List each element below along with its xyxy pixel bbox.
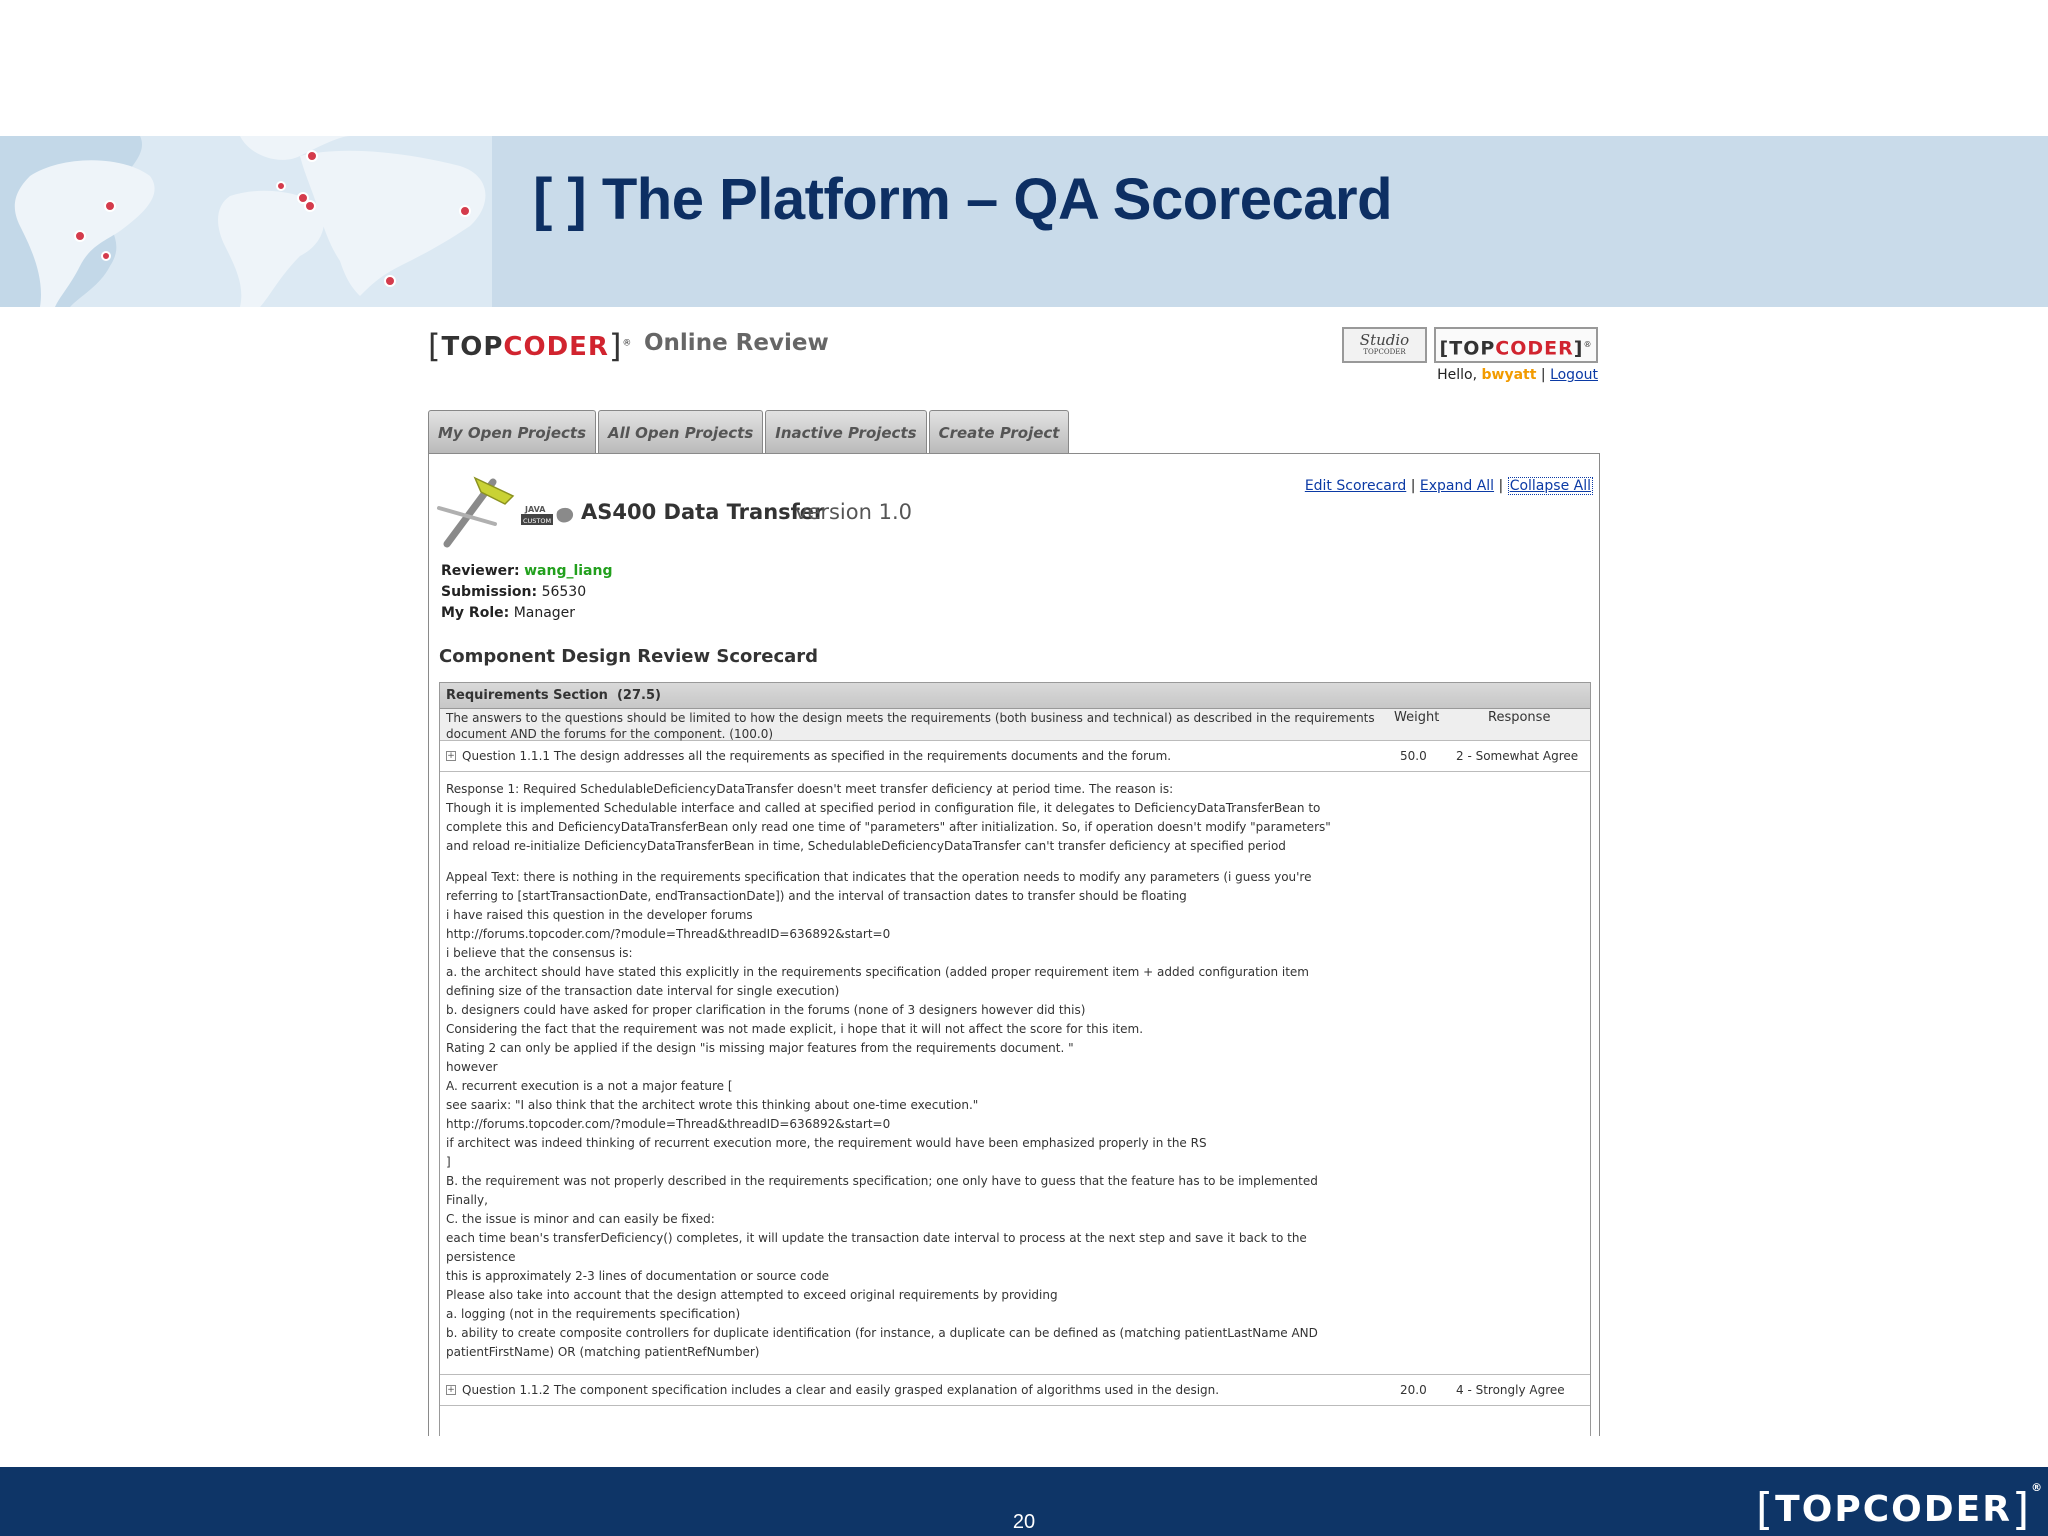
text-line: C. the issue is minor and can easily be fixed:: [446, 1212, 715, 1226]
username: bwyatt: [1481, 367, 1537, 383]
java-custom-icon: [521, 502, 579, 530]
reviewer-name[interactable]: wang_liang: [524, 563, 613, 579]
text-line: b. ability to create composite controllers for duplicate identification (for instance, a duplicate can be defined as (matching patientLastName AND: [446, 1326, 1318, 1340]
appeal-text: [446, 868, 1584, 1362]
studio-badge[interactable]: Studio TOPCODER: [1342, 327, 1427, 363]
submission-id: 56530: [541, 584, 587, 600]
text-line: this is approximately 2-3 lines of documentation or source code: [446, 1269, 830, 1283]
text-line: however: [446, 1060, 498, 1074]
text-line: a. logging (not in the requirements specification): [446, 1307, 741, 1321]
text-line: A. recurrent execution is a not a major feature [: [446, 1079, 733, 1093]
page-number: 20: [1012, 1511, 1036, 1533]
text-line: i believe that the consensus is:: [446, 946, 633, 960]
design-pick-icon: [435, 474, 517, 552]
submission-line: Submission: 56530: [441, 584, 587, 600]
text-line: if architect was indeed thinking of recurrent execution more, the requirement would have been emphasized properly in the RS: [446, 1136, 1207, 1150]
content-panel: [428, 453, 1600, 1436]
world-map-image: [0, 136, 492, 307]
text-line: i have raised this question in the developer forums: [446, 908, 753, 922]
role-line: My Role: Manager: [441, 605, 576, 621]
reviewer-line: Reviewer: wang_liang: [441, 563, 613, 579]
question-text: Question 1.1.2 The component specification includes a clear and easily grasped explanation of algorithms used in the design.: [462, 1383, 1220, 1397]
tab-all-open-projects[interactable]: All Open Projects: [598, 410, 763, 454]
topcoder-badge[interactable]: [TOPCODER]®: [1434, 327, 1598, 363]
text-line: Rating 2 can only be applied if the design "is missing major features from the requirements document. ": [446, 1041, 1074, 1055]
text-line: each time bean's transferDeficiency() completes, it will update the transaction date interval to process at the next step and save it back to the: [446, 1231, 1307, 1245]
text-line: patientFirstName) OR (matching patientRefNumber): [446, 1345, 760, 1359]
text-line: Finally,: [446, 1193, 488, 1207]
text-line: and reload re-initialize DeficiencyDataTransferBean in time, SchedulableDeficiencyDataTransfer can't transfer deficiency at specified period: [446, 839, 1286, 853]
response-text: [446, 780, 1584, 856]
tab-inactive-projects[interactable]: Inactive Projects: [765, 410, 926, 454]
text-line: persistence: [446, 1250, 516, 1264]
text-line: complete this and DeficiencyDataTransferBean only read one time of "parameters" after initialization. So, if operation doesn't modify "parameters": [446, 820, 1331, 834]
question-weight: 20.0: [1400, 1383, 1427, 1397]
topcoder-logo[interactable]: [TOPCODER]®: [428, 327, 633, 365]
logout-link[interactable]: Logout: [1550, 367, 1598, 383]
section-description: The answers to the questions should be limited to how the design meets the requirements (both business and technical) as described in the requirements document AND the forums for the component. (100.0) Weight Response: [440, 709, 1590, 741]
product-name: Online Review: [644, 330, 829, 356]
component-name: AS400 Data Transfer: [581, 500, 825, 524]
question-text: Question 1.1.1 The design addresses all the requirements as specified in the requirements documents and the forum.: [462, 749, 1172, 763]
section-header: Requirements Section (27.5): [440, 683, 1590, 709]
question-response: 4 - Strongly Agree: [1456, 1383, 1565, 1397]
svg-text:CUSTOM: CUSTOM: [523, 517, 552, 525]
question-row: [440, 741, 1590, 772]
text-line: see saarix: "I also think that the architect wrote this thinking about one-time execution.": [446, 1098, 979, 1112]
edit-scorecard-link[interactable]: Edit Scorecard: [1304, 478, 1407, 494]
component-version: version 1.0: [795, 500, 912, 524]
text-line: defining size of the transaction date interval for single execution): [446, 984, 840, 998]
text-line: ]: [446, 1155, 451, 1169]
scorecard-actions: Edit Scorecard | Expand All | Collapse All: [1304, 478, 1591, 494]
text-line: Though it is implemented Schedulable interface and called at specified period in configuration file, it delegates to DeficiencyDataTransferBean to: [446, 801, 1321, 815]
svg-text:JAVA: JAVA: [525, 505, 546, 514]
text-line: B. the requirement was not properly described in the requirements specification; one only have to guess that the feature has to be implemented: [446, 1174, 1318, 1188]
text-line: http://forums.topcoder.com/?module=Thread&threadID=636892&start=0: [446, 1117, 891, 1131]
tab-bar: [428, 410, 1071, 454]
response-column-header: Response: [1488, 710, 1551, 725]
question-response: 2 - Somewhat Agree: [1456, 749, 1579, 763]
footer-topcoder-logo: [TOPCODER]®: [1756, 1481, 2045, 1535]
expand-toggle-icon[interactable]: +: [447, 751, 455, 761]
collapse-all-link[interactable]: Collapse All: [1509, 478, 1591, 494]
text-line: Response 1: Required SchedulableDeficiencyDataTransfer doesn't meet transfer deficiency at period time. The reason is:: [446, 782, 1174, 796]
question-weight: 50.0: [1400, 749, 1427, 763]
text-line: referring to [startTransactionDate, endTransactionDate]) and the interval of transaction dates to transfer should be floating: [446, 889, 1187, 903]
text-line: Appeal Text: there is nothing in the requirements specification that indicates that the operation needs to modify any parameters (i guess you're: [446, 870, 1312, 884]
weight-column-header: Weight: [1394, 710, 1440, 725]
greeting-text: Hello,: [1437, 367, 1478, 383]
text-line: b. designers could have asked for proper clarification in the forums (none of 3 designers however did this): [446, 1003, 1086, 1017]
greeting-line: Hello, bwyatt | Logout: [1437, 367, 1598, 383]
text-line: http://forums.topcoder.com/?module=Thread&threadID=636892&start=0: [446, 927, 891, 941]
slide-title: [ ] The Platform – QA Scorecard: [533, 167, 1393, 232]
text-line: a. the architect should have stated this explicitly in the requirements specification (added proper requirement item + added configuration item: [446, 965, 1309, 979]
expand-toggle-icon[interactable]: +: [447, 1385, 455, 1395]
expand-all-link[interactable]: Expand All: [1419, 478, 1495, 494]
response-and-appeal: [440, 772, 1590, 1375]
text-line: Considering the fact that the requirement was not made explicit, i hope that it will not affect the score for this item.: [446, 1022, 1144, 1036]
role-value: Manager: [513, 605, 576, 621]
online-review-screenshot: [424, 320, 1604, 1436]
scorecard-title: Component Design Review Scorecard: [439, 646, 819, 667]
tab-my-open-projects[interactable]: My Open Projects: [428, 410, 596, 454]
text-line: Please also take into account that the design attempted to exceed original requirements by providing: [446, 1288, 1058, 1302]
tab-create-project[interactable]: Create Project: [929, 410, 1070, 454]
scorecard-table: [439, 682, 1591, 1436]
question-row: [440, 1375, 1590, 1406]
